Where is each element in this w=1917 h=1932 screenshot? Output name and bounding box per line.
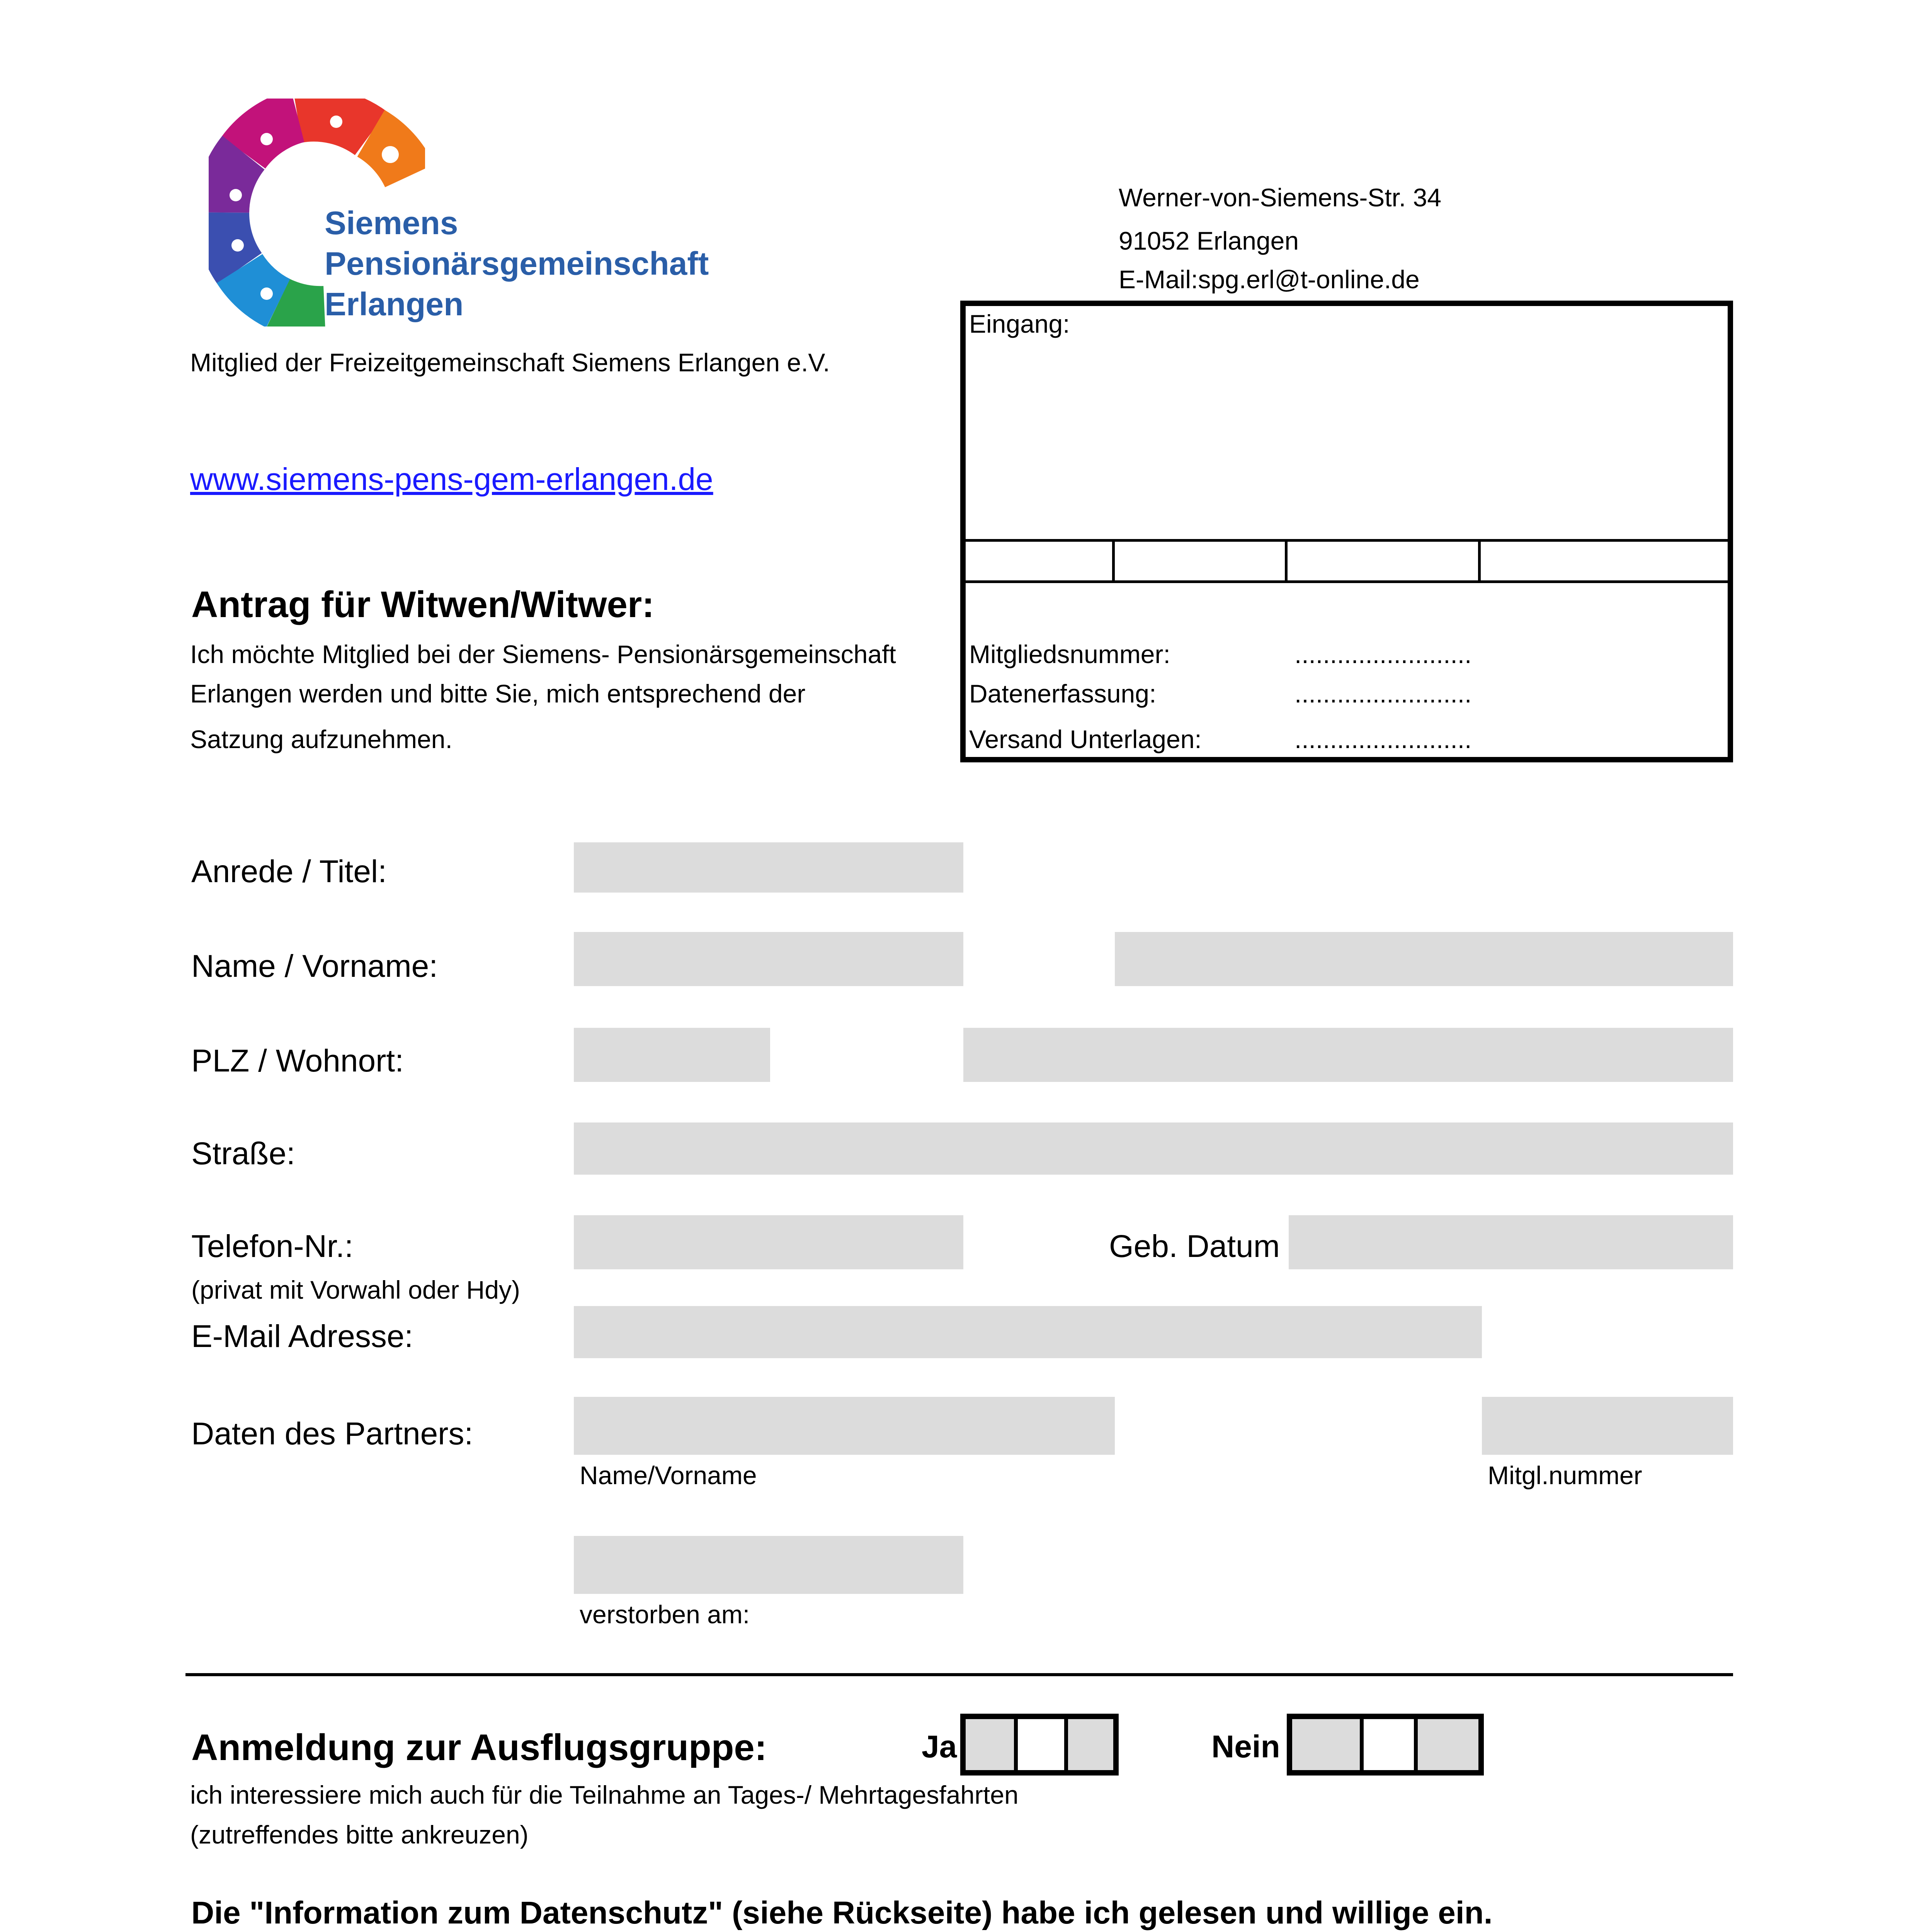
ja-checkbox-center[interactable] (1014, 1719, 1068, 1770)
geb-datum-field[interactable] (1289, 1215, 1733, 1269)
partner-mitgl-caption: Mitgl.nummer (1488, 1461, 1642, 1490)
form-title: Antrag für Witwen/Witwer: (191, 584, 655, 625)
strasse-field[interactable] (574, 1122, 1733, 1175)
geb-datum-label: Geb. Datum (1109, 1229, 1280, 1264)
address-email: E-Mail:spg.erl@t-online.de (1119, 265, 1420, 294)
anrede-label: Anrede / Titel: (191, 854, 387, 889)
name-label: Name / Vorname: (191, 949, 438, 984)
intro-text-line3: Satzung aufzunehmen. (190, 725, 452, 753)
email-label: E-Mail Adresse: (191, 1319, 413, 1354)
office-box-cell-divider (1285, 539, 1288, 582)
ja-checkbox[interactable] (960, 1714, 1119, 1776)
trip-text-line2: (zutreffendes bitte ankreuzen) (190, 1820, 529, 1849)
datenerfassung-label: Datenerfassung: (969, 679, 1157, 708)
verstorben-caption: verstorben am: (580, 1600, 750, 1629)
mitgliedsnummer-dots: ......................... (1294, 640, 1472, 668)
address-city: 91052 Erlangen (1119, 226, 1299, 255)
nein-checkbox-center[interactable] (1360, 1719, 1418, 1770)
nein-label: Nein (1211, 1729, 1280, 1764)
section-divider (185, 1673, 1733, 1676)
membership-note: Mitglied der Freizeitgemeinschaft Siemens Erlangen e.V. (190, 348, 830, 377)
strasse-label: Straße: (191, 1136, 295, 1171)
email-field[interactable] (574, 1306, 1482, 1358)
anrede-field[interactable] (574, 842, 963, 893)
wohnort-field[interactable] (963, 1028, 1733, 1082)
partner-mitgl-field[interactable] (1482, 1397, 1733, 1455)
logo-text-erlangen: Erlangen (325, 286, 464, 322)
vorname-field[interactable] (1115, 932, 1733, 986)
trip-text-line1: ich interessiere mich auch für die Teilnahme an Tages-/ Mehrtagesfahrten (190, 1781, 1019, 1809)
versand-label: Versand Unterlagen: (969, 725, 1202, 753)
intro-text-line2: Erlangen werden und bitte Sie, mich entsprechend der (190, 679, 806, 708)
logo-text-siemens: Siemens (325, 205, 458, 241)
mitgliedsnummer-label: Mitgliedsnummer: (969, 640, 1170, 668)
website-link[interactable]: www.siemens-pens-gem-erlangen.de (190, 462, 713, 497)
privacy-consent: Die "Information zum Datenschutz" (siehe Rückseite) habe ich gelesen und willige ein. (191, 1895, 1493, 1930)
verstorben-field[interactable] (574, 1536, 963, 1594)
office-box-divider-bottom (960, 580, 1733, 583)
plz-label: PLZ / Wohnort: (191, 1043, 404, 1078)
partner-name-caption: Name/Vorname (580, 1461, 757, 1490)
datenerfassung-dots: ......................... (1294, 679, 1472, 708)
telefon-field[interactable] (574, 1215, 963, 1269)
ja-label: Ja (922, 1729, 957, 1764)
office-box-divider-top (960, 539, 1733, 542)
address-street: Werner-von-Siemens-Str. 34 (1119, 183, 1442, 212)
partner-label: Daten des Partners: (191, 1416, 473, 1451)
logo-text-pensionaersgemeinschaft: Pensionärsgemeinschaft (325, 245, 709, 282)
telefon-hint: (privat mit Vorwahl oder Hdy) (191, 1276, 520, 1304)
plz-field[interactable] (574, 1028, 770, 1082)
partner-name-field[interactable] (574, 1397, 1115, 1455)
intro-text-line1: Ich möchte Mitglied bei der Siemens- Pensionärsgemeinschaft (190, 640, 896, 668)
eingang-label: Eingang: (969, 310, 1070, 338)
nein-checkbox[interactable] (1287, 1714, 1484, 1776)
logo (209, 99, 711, 327)
telefon-label: Telefon-Nr.: (191, 1229, 354, 1264)
versand-dots: ......................... (1294, 725, 1472, 753)
trip-title: Anmeldung zur Ausflugsgruppe: (191, 1727, 767, 1768)
name-field[interactable] (574, 932, 963, 986)
office-box-cell-divider (1478, 539, 1481, 582)
office-box-cell-divider (1112, 539, 1115, 582)
